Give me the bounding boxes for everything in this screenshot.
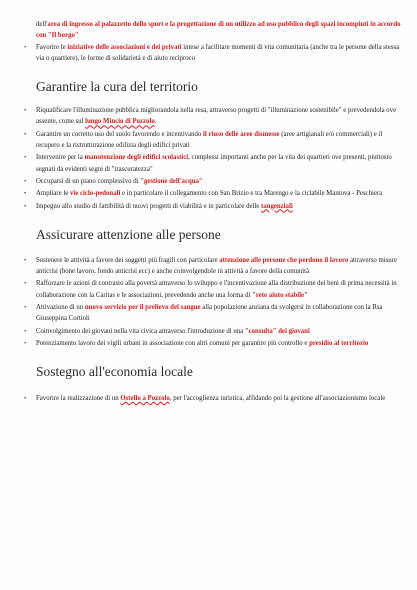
- item-highlight: "consulta" dei giovani: [244, 327, 310, 335]
- section-heading-persone: Assicurare attenzione alle persone: [36, 226, 221, 242]
- intro-list: [22, 42, 401, 65]
- item-text: Sostenere le attività a favore dei soggetti più fragili con particolare: [36, 256, 220, 264]
- item-text: Potenziamento lavoro dei vigili urbani in associazione con altri comuni per garantire più controllo e: [36, 339, 310, 347]
- item-text: alla popolazione anziana da svolgersi in collaborazione con la Rsa Giuseppina Cortioli: [36, 304, 383, 323]
- list-item: [22, 302, 401, 325]
- bullet-icon: •: [24, 256, 27, 264]
- territorio-list: [22, 105, 401, 212]
- list-item: [22, 105, 401, 128]
- item-highlight: manutenzione degli edifici scolastici: [84, 154, 189, 162]
- item-text: Attivazione di un: [36, 304, 85, 312]
- list-item: [22, 201, 401, 212]
- bullet-icon: •: [24, 327, 27, 335]
- bullet-icon: •: [24, 107, 27, 115]
- intro-continuation: [22, 19, 401, 42]
- list-item: [22, 255, 401, 278]
- item-text: , complessi importanti anche per la vita dei quartieri ove presenti, piuttosto segnati da evidenti segni di "trascuratezza": [36, 154, 392, 173]
- item-text: Riqualificare l'illuminazione pubblica migliorandola nella resa, attraverso progetti di "illuminazione sostenibile" e prevedendola ove assente, come sul: [36, 107, 397, 126]
- item-highlight: "gestione dell'acqua": [140, 177, 203, 185]
- item-text: e in particolare il collegamento con San Brizio e tra Marengo e la ciclabile Mantova - Peschiera: [120, 190, 383, 198]
- intro-cont-text: dell': [36, 21, 48, 28]
- list-item: [22, 278, 401, 301]
- bullet-icon: •: [24, 202, 27, 210]
- bullet-icon: •: [24, 339, 27, 347]
- item-text: intese a facilitare momenti di vita comunitaria (anche tra le persone della stessa via o quartiere), le forme di solidarietà e di aiuto reciproco: [36, 43, 400, 62]
- bullet-icon: •: [24, 177, 27, 185]
- item-highlight: "rete aiuto stabile": [252, 291, 308, 299]
- list-item: [22, 393, 401, 404]
- item-text: .: [154, 118, 157, 126]
- bullet-icon: •: [24, 395, 27, 403]
- item-text: , per l'accoglienza turistica, affidando poi la gestione all'associazionismo locale: [169, 395, 386, 403]
- persone-list: [22, 255, 401, 349]
- bullet-icon: •: [24, 43, 27, 51]
- item-text: (aree artigianali e/o commerciali) e il recupero e la ristrutturazione edilizia degli edifici privati: [36, 130, 383, 150]
- item-highlight: presidio al territorio: [309, 339, 369, 347]
- bullet-icon: •: [24, 190, 27, 198]
- item-text: Ampliare le: [36, 190, 70, 198]
- item-text: attraverso misure anticrisi (bone lavoro, fondo anticrisi ecc) e anche coinvolgendole in attività a favore della comunità: [36, 256, 397, 276]
- item-text: Occuparsi di un piano complessivo di: [36, 177, 141, 185]
- item-text: Intervenire per la: [36, 154, 85, 162]
- item-highlight: il riuso delle aree dismesse: [203, 130, 280, 138]
- item-text: Garantire un corretto uso del suolo favorendo e incentivando: [36, 130, 204, 138]
- bullet-icon: •: [24, 154, 27, 162]
- item-text: Impegno allo studio di fattibilità di nuovi progetti di viabilità e in particolare delle: [36, 202, 261, 210]
- intro-cont-highlight: area di ingresso al palazzetto dello sport e la progettazione di un utilizzo ad uso pubblico degli spazi incompiuti in accordo con "Il borgo": [36, 21, 401, 40]
- item-highlight: Ostello a Pozzolo: [120, 395, 170, 403]
- list-item: [22, 188, 401, 199]
- item-highlight: lungo Mincio di Pozzolo: [85, 118, 155, 126]
- section-heading-territorio: Garantire la cura del territorio: [36, 79, 198, 95]
- item-highlight: vie ciclo-pedonali: [69, 190, 121, 198]
- item-highlight: tangenziali: [261, 202, 293, 210]
- list-item: [22, 129, 401, 152]
- list-item: [22, 176, 401, 187]
- list-item: [22, 152, 401, 175]
- section-heading-economia: Sostegno all'economia locale: [36, 364, 193, 380]
- list-item: [22, 42, 401, 65]
- bullet-icon: •: [24, 280, 27, 288]
- item-text: Rafforzare le azioni di contrasto alla povertà attraverso lo sviluppo e l'incentivazione alla distribuzione dei beni di prima necessità in collaborazione con la Caritas e le associazioni, prevedendo anche una forma di: [36, 280, 397, 299]
- bullet-icon: •: [24, 130, 27, 138]
- list-item: [22, 326, 401, 337]
- list-item: [22, 338, 401, 349]
- item-highlight: iniziative delle associazioni e dei privati: [67, 43, 182, 51]
- item-text: Coinvolgimento dei giovani nella vita civica attraverso l'introduzione di una: [36, 327, 245, 335]
- item-highlight: attenzione alle persone che perdono il lavoro: [219, 256, 349, 264]
- economia-list: [22, 393, 401, 404]
- item-text: Favorire le: [36, 43, 68, 51]
- item-highlight: nuovo servizio per il prelievo del sangue: [84, 304, 201, 312]
- item-text: Favorire la realizzazione di un: [36, 395, 121, 403]
- bullet-icon: •: [24, 304, 27, 312]
